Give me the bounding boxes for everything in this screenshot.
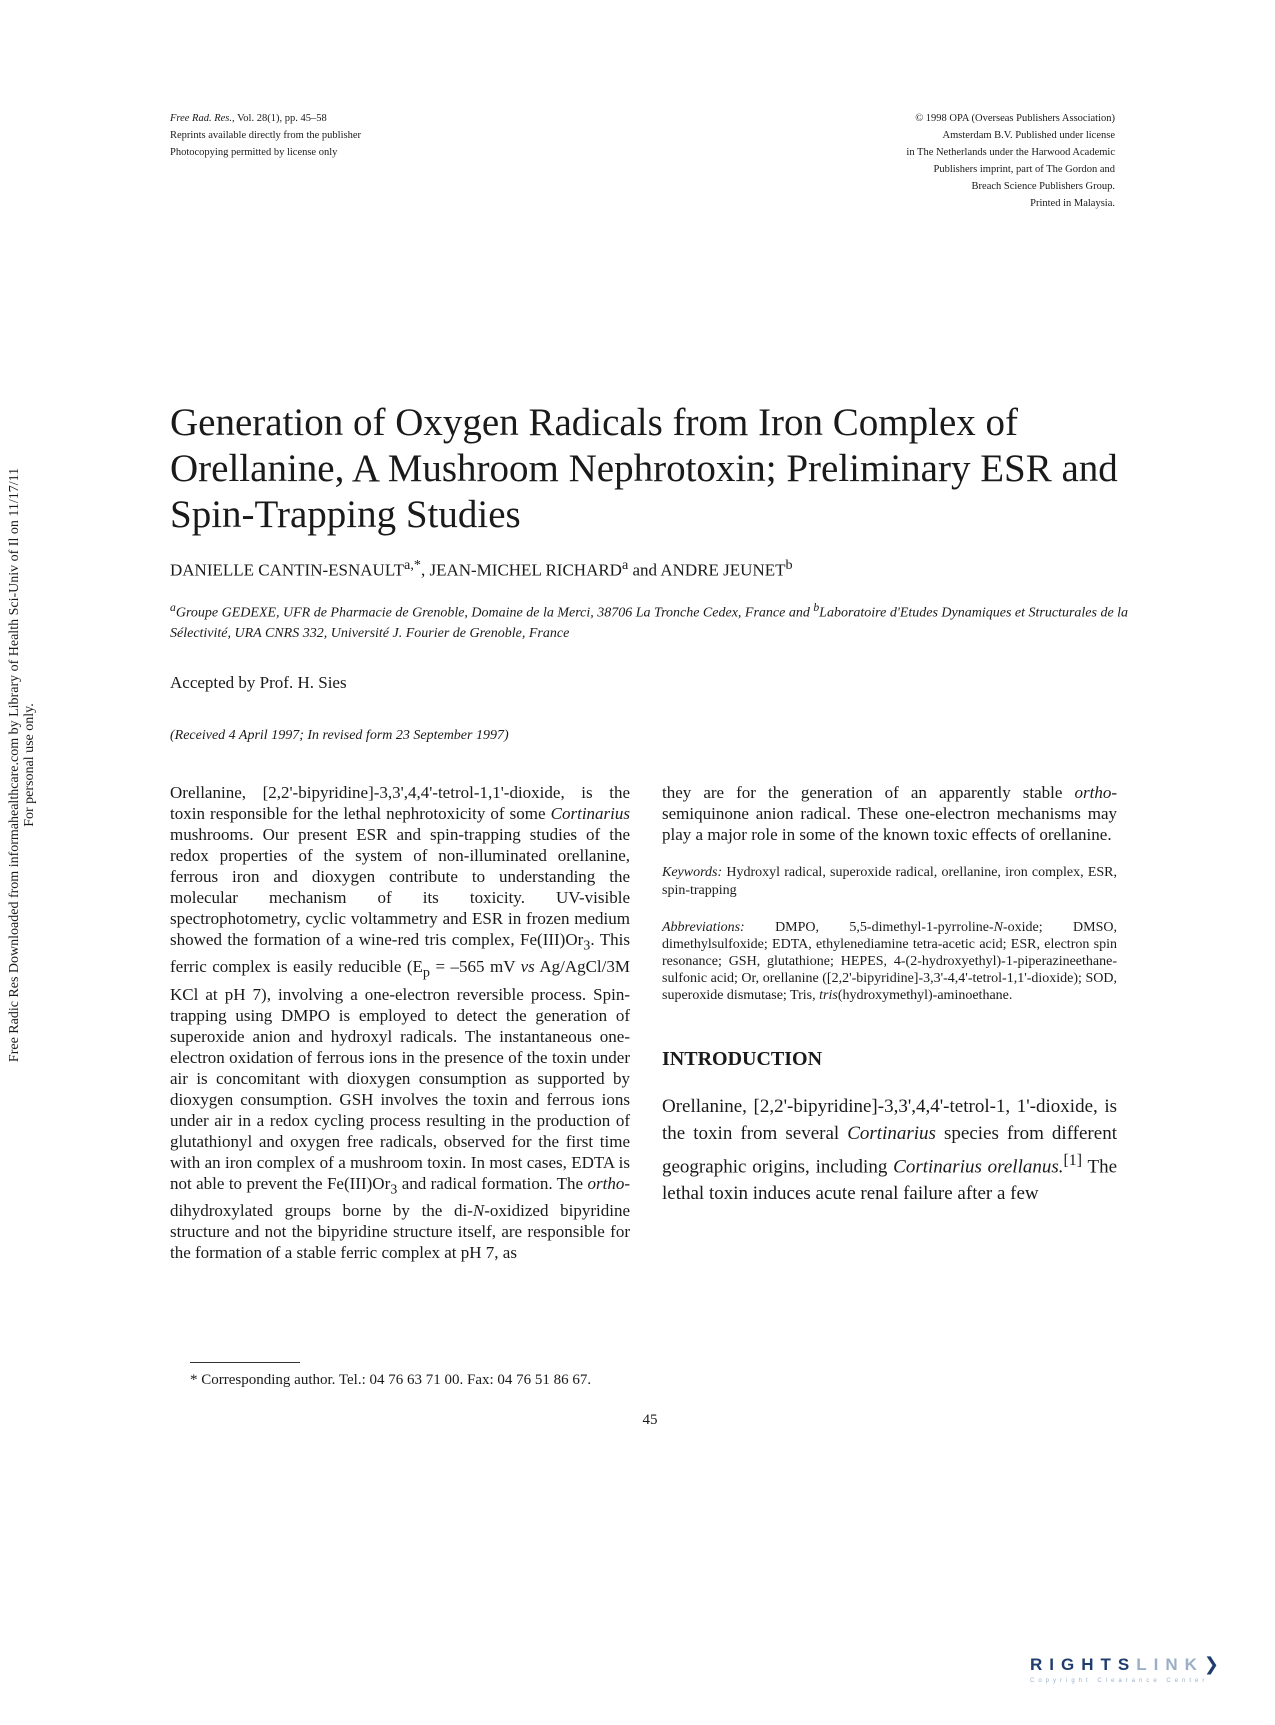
copyright-line: Printed in Malaysia. <box>1030 198 1115 209</box>
copyright-line: © 1998 OPA (Overseas Publishers Association) <box>915 113 1115 124</box>
introduction-heading: INTRODUCTION <box>662 1048 823 1070</box>
footnote-rule <box>190 1362 300 1363</box>
keywords: Keywords: Hydroxyl radical, superoxide radical, orellanine, iron complex, ESR, spin-trapping <box>662 865 1117 898</box>
journal-citation: Free Rad. Res., Vol. 28(1), pp. 45–58 <box>170 113 327 124</box>
article-title: Generation of Oxygen Radicals from Iron Complex of Orellanine, A Mushroom Nephrotoxin; Preliminary ESR and Spin-Trapping Studies <box>170 401 1118 536</box>
abstract-continuation: they are for the generation of an apparently stable ortho-semiquinone anion radical. These one-electron mechanisms may play a major role in some of the known toxic effects of orellanine. <box>662 783 1117 844</box>
author: DANIELLE CANTIN-ESNAULT <box>170 560 405 580</box>
photocopying-note: Photocopying permitted by license only <box>170 147 338 158</box>
reprints-note: Reprints available directly from the publisher <box>170 130 361 141</box>
chevron-right-icon: ❯ <box>1203 1654 1219 1674</box>
right-column <box>662 782 1117 1207</box>
author: , JEAN-MICHEL RICHARD <box>420 560 622 580</box>
link-text: LINK <box>1136 1655 1204 1674</box>
affiliations: $^a$Groupe GEDEXE, UFR de Pharmacie de Grenoble, Domaine de la Merci, 38706 La Tronche Cedex, France and $^b$Laboratoire d'Etudes Dynamiques et Structurales de la Sélectivité, URA CNRS 332, Université J. Fourier de Grenoble, France <box>170 601 1129 641</box>
copyright-block <box>760 110 1115 212</box>
abstract-text: Orellanine, [2,2'-bipyridine]-3,3',4,4'-tetrol-1,1'-dioxide, is the toxin responsible for the lethal nephrotoxicity of some Cortinarius mushrooms. Our present ESR and spin-trapping studies of the redox properties of the system of non-illuminated orellanine, ferrous iron and dioxygen contribute to understanding the molecular mechanism of its toxicity. UV-visible spectrophotometry, cyclic voltammetry and ESR in frozen medium showed the formation of a wine-red tris complex, $Fe(III)Or_3$. This ferric complex is easily reducible ($E_p = -565$ mV vs Ag/AgCl/3M KCl at pH 7), involving a one-electron reversible process. Spin-trapping using DMPO is employed to detect the generation of superoxide anion and hydroxyl radicals. The instantaneous one-electron oxidation of ferrous ions in the presence of the toxin under air is concomitant with dioxygen consumption as supported by dioxygen consumption. GSH involves the toxin and ferrous ions under air in a redox cycling process resulting in the production of glutathionyl and oxygen free radicals, observed for the first time with an iron complex of a mushroom toxin. In most cases, EDTA is not able to prevent the $Fe(III)Or_3$ and radical formation. The ortho-dihydroxylated groups borne by the di-N-oxidized bipyridine structure and not the bipyridine structure itself, are responsible for the formation of a stable ferric complex at pH 7, as <box>170 783 631 1263</box>
download-side-note <box>2 290 42 1240</box>
author-list: DANIELLE CANTIN-$ESNAULT^{a,*}$, JEAN-MICHEL RICHARD$^a$ and ANDRE JEUNET$^b$ <box>170 557 793 580</box>
keywords-label: Keywords: <box>662 865 723 880</box>
abbreviations-label: Abbreviations: <box>662 920 745 935</box>
copyright-line: Publishers imprint, part of The Gordon and <box>933 164 1115 175</box>
download-note-line: Free Radic Res Downloaded from informahealthcare.com by Library of Health Sci-Univ of Il on 11/17/11 <box>7 467 22 1063</box>
affiliation-b: Laboratoire d'Etudes Dynamiques et Structurales de la Sélectivité, URA CNRS 332, Université J. Fourier de Grenoble, France <box>170 605 1129 641</box>
page-number: 45 <box>642 1412 658 1428</box>
accepted-by: Accepted by Prof. H. Sies <box>170 673 347 692</box>
journal-header <box>170 110 590 161</box>
received-dates: (Received 4 April 1997; In revised form 23 September 1997) <box>170 728 509 743</box>
affiliation-a: Groupe GEDEXE, UFR de Pharmacie de Grenoble, Domaine de la Merci, 38706 La Tronche Cedex, France and <box>175 605 814 621</box>
rights-text: RIGHTS <box>1030 1655 1137 1674</box>
corresponding-author-footnote: * Corresponding author. Tel.: 04 76 63 71 00. Fax: 04 76 51 86 67. <box>190 1372 592 1388</box>
rightslink-logo[interactable] <box>1030 1654 1270 1694</box>
download-note-line: For personal use only. <box>22 703 37 827</box>
copyright-line: in The Netherlands under the Harwood Academic <box>906 147 1115 158</box>
copyright-clearance-center-text: Copyright Clearance Center <box>1030 1678 1209 1684</box>
author: and ANDRE JEUNET <box>628 560 786 580</box>
abbreviations: Abbreviations: DMPO, 5,5-dimethyl-1-pyrroline-N-oxide; DMSO, dimethylsulfoxide; EDTA, ethylenediamine tetra-acetic acid; ESR, electron spin resonance; GSH, glutathione; HEPES, 4-(2-hydroxyethyl)-1-piperazineethane-sulfonic acid; Or, orellanine ([2,2'-bipyridine]-3,3'-4,4'-tetrol-1,1'-dioxide); SOD, superoxide dismutase; Tris, tris(hydroxymethyl)-aminoethane. <box>662 920 1117 1003</box>
rightslink-wordmark <box>1030 1654 1219 1675</box>
copyright-line: Breach Science Publishers Group. <box>971 181 1115 192</box>
introduction-text: Orellanine, [2,2'-bipyridine]-3,3',4,4'-tetrol-1, 1'-dioxide, is the toxin from several Cortinarius species from different geographic origins, including Cortinarius orellanus.[1] The lethal toxin induces acute renal failure after a few <box>662 1096 1117 1205</box>
copyright-line: Amsterdam B.V. Published under license <box>942 130 1115 141</box>
